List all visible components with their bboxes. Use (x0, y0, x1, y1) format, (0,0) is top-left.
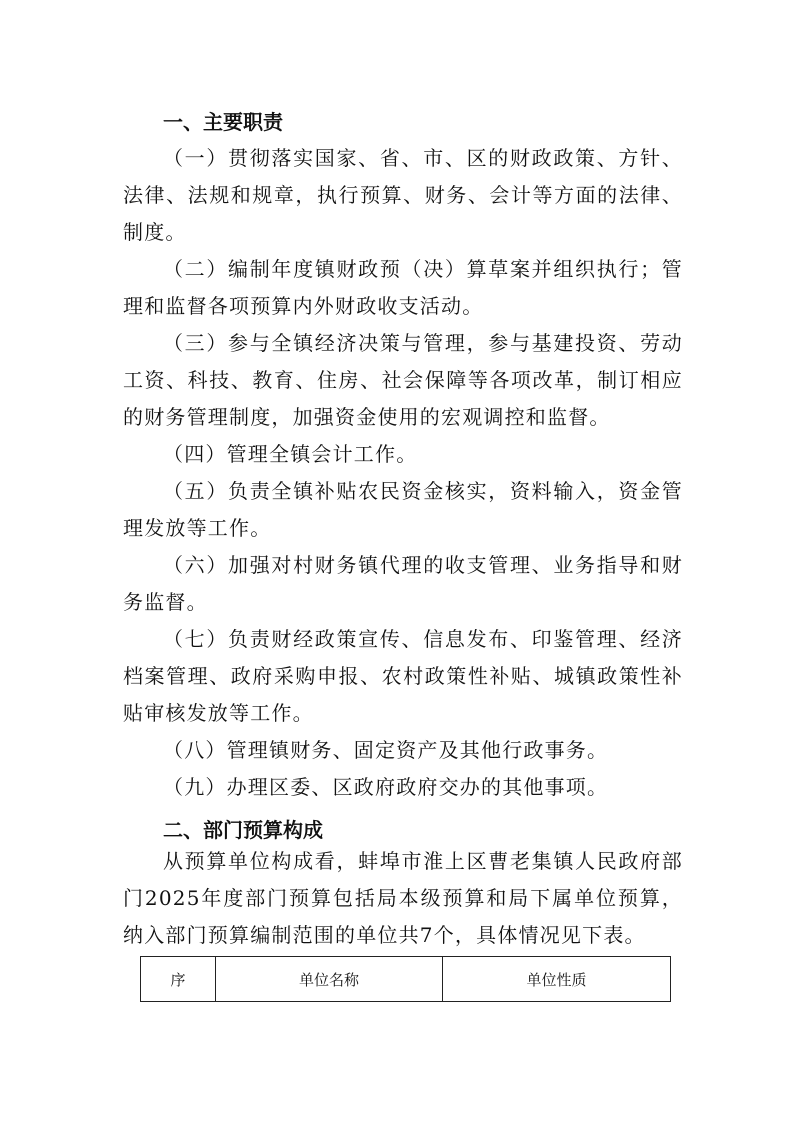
table-header-row (141, 957, 671, 1002)
section-heading-main-duties: 一、主要职责 (163, 110, 283, 134)
budget-units-table (140, 956, 671, 1002)
paragraph-duty-7: （七）负责财经政策宣传、信息发布、印鉴管理、经济档案管理、政府采购申报、农村政策性补贴、城镇政策性补贴审核发放等工作。 (123, 627, 683, 725)
paragraph-duty-8: （八）管理镇财务、固定资产及其他行政事务。 (163, 738, 609, 762)
paragraph-duty-4: （四）管理全镇会计工作。 (163, 442, 418, 466)
paragraph-duty-6: （六）加强对村财务镇代理的收支管理、业务指导和财务监督。 (123, 553, 683, 614)
table-header-unit-type: 单位性质 (443, 957, 671, 1002)
section-heading-budget-composition: 二、部门预算构成 (163, 818, 323, 842)
paragraph-duty-3: （三）参与全镇经济决策与管理，参与基建投资、劳动工资、科技、教育、住房、社会保障等各项改革，制订相应的财务管理制度，加强资金使用的宏观调控和监督。 (123, 331, 683, 429)
table-header-index: 序 (141, 957, 216, 1002)
paragraph-duty-9: （九）办理区委、区政府政府交办的其他事项。 (163, 775, 609, 799)
paragraph-duty-5: （五）负责全镇补贴农民资金核实，资料输入，资金管理发放等工作。 (123, 479, 683, 540)
paragraph-duty-1: （一）贯彻落实国家、省、市、区的财政政策、方针、法律、法规和规章，执行预算、财务、会计等方面的法律、制度。 (123, 146, 683, 244)
table-header-unit-name: 单位名称 (216, 957, 443, 1002)
paragraph-duty-2: （二）编制年度镇财政预（决）算草案并组织执行；管理和监督各项预算内外财政收支活动。 (123, 257, 683, 318)
paragraph-budget-composition: 从预算单位构成看，蚌埠市淮上区曹老集镇人民政府部门2025年度部门预算包括局本级预算和局下属单位预算，纳入部门预算编制范围的单位共7个，具体情况见下表。 (123, 849, 683, 947)
